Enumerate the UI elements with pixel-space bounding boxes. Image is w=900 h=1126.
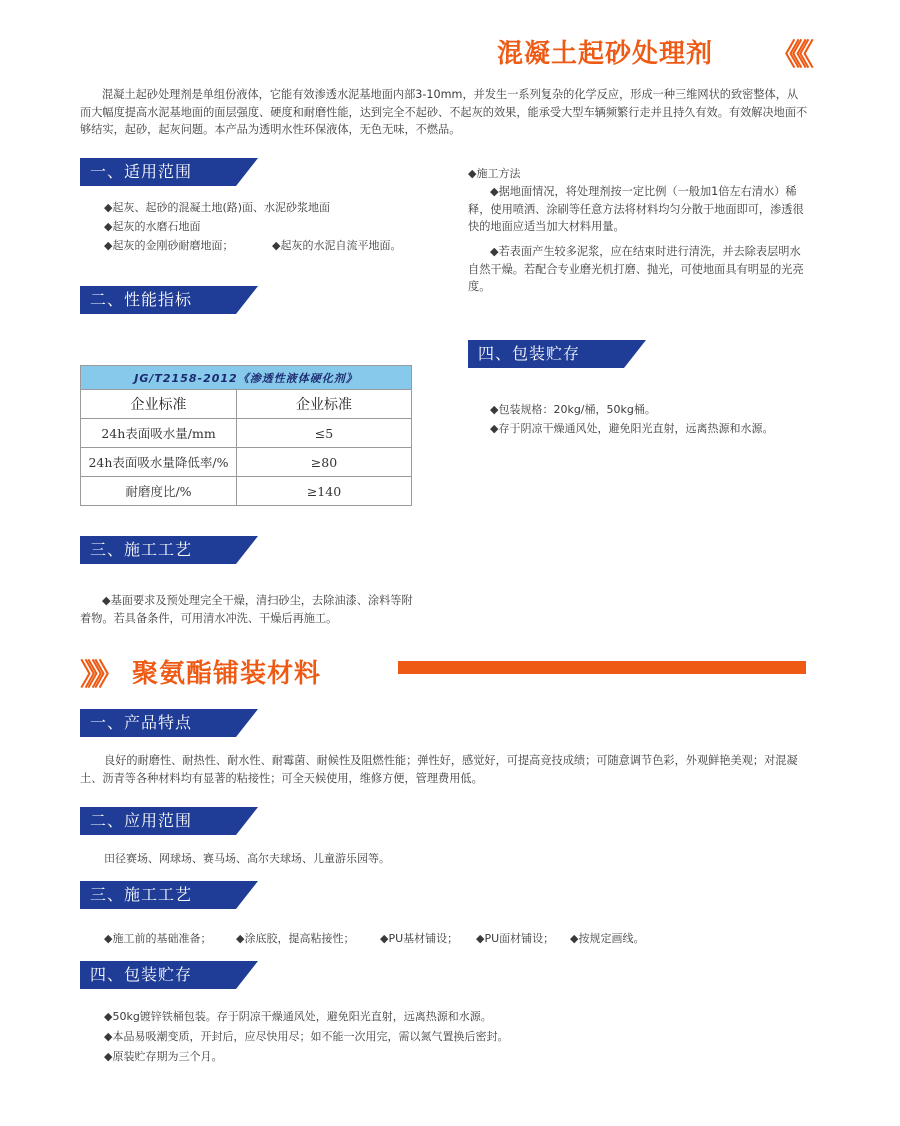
- list-item: ◆起灰的水泥自流平地面。: [272, 239, 402, 252]
- method-paragraph: ◆若表面产生较多泥浆，应在结束时进行清洗，并去除表层明水自然干燥。若配合专业磨光机打磨、抛光，可使地面具有明显的光亮度。: [468, 245, 804, 293]
- process-step: ◆PU面材铺设；: [476, 932, 555, 945]
- table-row: [81, 477, 412, 506]
- table-row: [81, 419, 412, 448]
- section-header-performance: [80, 286, 258, 314]
- chevron-right-icon: 》》》: [80, 658, 116, 693]
- section-title: 三、施工工艺: [90, 540, 193, 559]
- list-item: ◆起灰、起砂的混凝土地(路)面、水泥砂浆地面: [104, 201, 331, 214]
- process-step: ◆PU基材铺设；: [380, 932, 459, 945]
- section-title: 二、性能指标: [90, 290, 193, 309]
- spec-table: [80, 365, 412, 506]
- list-item: ◆存于阴凉干燥通风处，避免阳光直射，远离热源和水源。: [490, 422, 774, 435]
- list-item: ◆起灰的金刚砂耐磨地面；: [104, 239, 234, 252]
- chevron-left-icon: 《《《: [770, 38, 806, 73]
- section-header-storage: [80, 961, 258, 989]
- section-header-construction: [80, 536, 258, 564]
- list-item: ◆原装贮存期为三个月。: [104, 1050, 223, 1063]
- section-title: 四、包装贮存: [90, 965, 193, 984]
- list-item: ◆起灰的水磨石地面: [104, 220, 201, 233]
- application-text: 田径赛场、网球场、赛马场、高尔夫球场、儿童游乐园等。: [104, 852, 390, 865]
- table-caption: JG/T2158-2012《渗透性液体硬化剂》: [81, 366, 412, 390]
- product2-title: 聚氨酯铺装材料: [132, 659, 322, 689]
- table-cell: 24h表面吸水量/mm: [81, 419, 237, 448]
- table-cell: ≤5: [237, 419, 412, 448]
- list-item: ◆50kg镀锌铁桶包装。存于阴凉干燥通风处，避免阳光直射，远离热源和水源。: [104, 1010, 492, 1023]
- product1-intro: 混凝土起砂处理剂是单组份液体，它能有效渗透水泥基地面内部3-10mm，并发生一系列复杂的化学反应，形成一种三维网状的致密整体，从而大幅度提高水泥基地面的面层强度、硬度和耐磨性能，达到完全不起砂、不起灰的效果，能承受大型车辆频繁行走并且持久有效。有效解决地面不够结实，起砂，起灰问题。本产品为透明水性环保液体，无色无味，不燃品。: [80, 88, 808, 136]
- table-cell: 耐磨度比/%: [81, 477, 237, 506]
- process-step: ◆施工前的基础准备；: [104, 932, 212, 945]
- section-title: 一、适用范围: [90, 162, 193, 181]
- section-title: 二、应用范围: [90, 811, 193, 830]
- section-header-features: [80, 709, 258, 737]
- table-header: 企业标准: [81, 390, 237, 419]
- section-header-scope: [80, 158, 258, 186]
- section-title: 四、包装贮存: [478, 344, 581, 363]
- process-step: ◆按规定画线。: [570, 932, 645, 945]
- list-item: ◆包装规格：20kg/桶，50kg桶。: [490, 403, 656, 416]
- method-paragraph: ◆据地面情况，将处理剂按一定比例（一般加1倍左右清水）稀释，使用喷洒、涂刷等任意方法将材料均匀分散于地面即可，渗透很快的地面应适当加大材料用量。: [468, 185, 804, 233]
- table-cell: 24h表面吸水量降低率/%: [81, 448, 237, 477]
- title-divider: [398, 661, 806, 674]
- table-row: [81, 448, 412, 477]
- features-text: 良好的耐磨性、耐热性、耐水性、耐霉菌、耐候性及阻燃性能；弹性好，感觉好，可提高竞技成绩；可随意调节色彩，外观鲜艳美观；对混凝土、沥青等各种材料均有显著的粘接性；可全天候使用，维修方便，管理费用低。: [80, 754, 798, 785]
- table-header: 企业标准: [237, 390, 412, 419]
- section-header-process: [80, 881, 258, 909]
- method-heading: ◆施工方法: [468, 167, 521, 180]
- table-cell: ≥80: [237, 448, 412, 477]
- construction-text: ◆基面要求及预处理完全干燥，清扫砂尘，去除油漆、涂料等附着物。若具备条件，可用清水冲洗、干燥后再施工。: [80, 594, 413, 625]
- list-item: ◆本品易吸潮变质，开封后，应尽快用尽；如不能一次用完，需以氮气置换后密封。: [104, 1030, 509, 1043]
- section-title: 一、产品特点: [90, 713, 193, 732]
- process-step: ◆涂底胶，提高粘接性；: [236, 932, 355, 945]
- section-header-packaging: [468, 340, 646, 368]
- section-title: 三、施工工艺: [90, 885, 193, 904]
- table-cell: ≥140: [237, 477, 412, 506]
- section-header-application: [80, 807, 258, 835]
- product1-title: 混凝土起砂处理剂: [497, 39, 714, 69]
